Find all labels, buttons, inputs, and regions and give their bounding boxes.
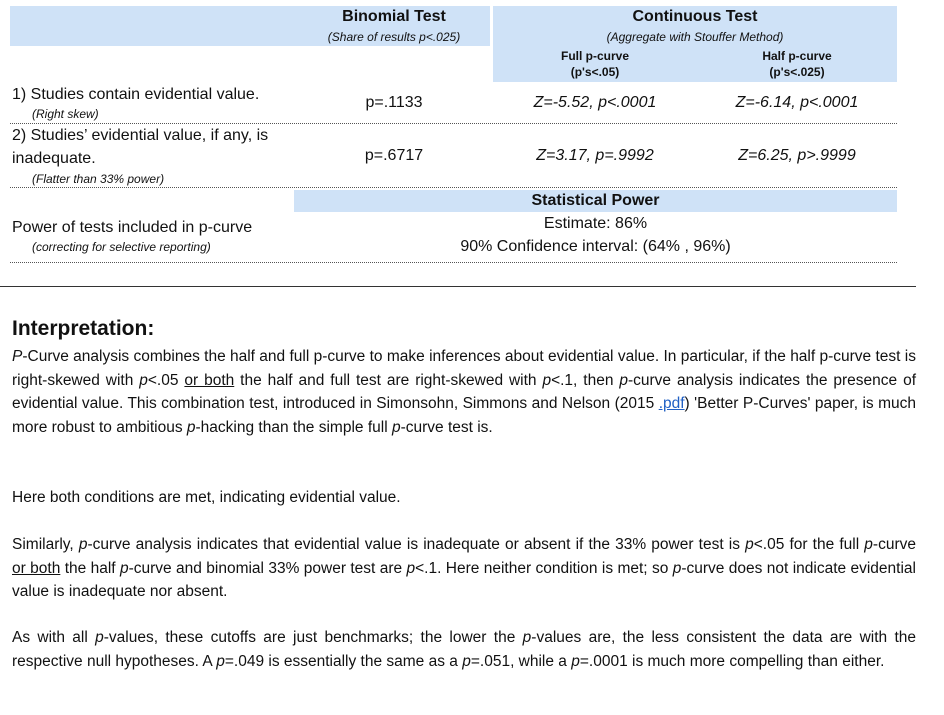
row2-divider (10, 187, 897, 188)
p3-text-n: p (672, 559, 682, 577)
section-separator (0, 286, 916, 287)
p3-text-c: -curve analysis indicates that evidential value is inadequate or absent if the 33% power test is (87, 536, 746, 553)
p3-text-k: -curve and binomial 33% power test are (128, 559, 407, 577)
p3-text-a: Similarly, (12, 536, 79, 553)
binomial-title: Binomial Test (342, 8, 446, 25)
p4-text-c: -values, these cutoffs are just benchmarks; the lower the (103, 629, 523, 646)
p3-text-l: p (406, 559, 416, 577)
p1-text-f: p (542, 371, 552, 389)
full-pcurve-header (493, 48, 697, 80)
half-pcurve-header (697, 48, 897, 80)
p1-text-h: p (619, 371, 628, 389)
p4-text-d: p (522, 629, 532, 646)
power-divider (10, 262, 897, 263)
p3-or-both: or both (12, 559, 61, 577)
p3-text-b: p (78, 536, 88, 553)
full-pcurve-header-line1: Full p-curve (560, 49, 629, 63)
row2-full: Z=3.17, p=.9992 (536, 147, 654, 164)
row1-divider (10, 123, 897, 124)
p3-text-o: -curve does not indicate evidential value is inadequate nor absent. (12, 559, 916, 600)
pdf-link[interactable]: .pdf (658, 395, 685, 412)
p4-text-e: -values are, the less consistent the data are with the respective null hypotheses. A (12, 629, 917, 670)
row2-binomial: p=.6717 (364, 147, 424, 164)
p1-text-c: <.05 (147, 371, 185, 389)
p1-text-k: p (186, 418, 196, 436)
p3-text-d: p (745, 536, 754, 553)
p3-text-j: p (119, 559, 129, 577)
p1-text-i: -curve analysis indicates the presence of evidential value. This combination test, introduced in Simonsohn, Simmons and Nelson (2015 (12, 371, 916, 412)
binomial-subtitle: (Share of results p<.025) (327, 30, 461, 44)
power-header: Statistical Power (531, 192, 660, 209)
power-note: (correcting for selective reporting) (32, 240, 211, 254)
continuous-title: Continuous Test (632, 8, 758, 25)
interpretation-paragraph-4 (12, 626, 916, 673)
row2-label-line1: 2) Studies’ evidential value, if any, is (12, 127, 269, 144)
interpretation-paragraph-1 (12, 345, 916, 439)
row2-label-line2: inadequate. (12, 150, 96, 167)
p4-text-h: p (462, 652, 471, 670)
interpretation-paragraph-3 (12, 533, 916, 604)
p1-text-g: <.1, then (551, 371, 620, 389)
p3-text-m: <.1. Here neither condition is met; so (415, 559, 673, 577)
p4-text-k: =.0001 is much more compelling than either. (579, 652, 885, 670)
p1-lead: P (12, 348, 23, 365)
row1-full: Z=-5.52, p<.0001 (533, 94, 657, 111)
p1-text-n: -curve test is. (400, 418, 493, 436)
half-pcurve-header-line2: (p's<.025) (769, 65, 825, 79)
full-pcurve-header-line2: (p's<.05) (570, 65, 620, 79)
p1-text-a: -Curve analysis combines the half and full p-curve to make inferences about evidential value. In particular, if the half p-curve test is right-skewed with (12, 348, 916, 389)
p4-text-i: =.051, while a (470, 652, 572, 670)
row1-binomial: p=.1133 (365, 94, 423, 111)
row2-note: (Flatter than 33% power) (32, 172, 165, 186)
interpretation-title: Interpretation: (12, 317, 155, 340)
row1-label: 1) Studies contain evidential value. (12, 86, 260, 103)
p4-text-g: =.049 is essentially the same as a (224, 652, 463, 670)
power-label: Power of tests included in p-curve (12, 219, 253, 236)
p1-text-b: p (139, 371, 148, 389)
power-estimate: Estimate: 86% (543, 215, 648, 232)
row1-note: (Right skew) (32, 107, 99, 121)
row1-half: Z=-6.14, p<.0001 (735, 94, 859, 111)
p4-text-f: p (216, 652, 225, 670)
continuous-subtitle: (Aggregate with Stouffer Method) (606, 30, 784, 44)
p1-or-both: or both (184, 371, 235, 389)
p1-text-l: -hacking than the simple full (195, 418, 392, 436)
p4-text-j: p (571, 652, 580, 670)
p3-text-g: -curve (872, 536, 916, 553)
interpretation-paragraph-2: Here both conditions are met, indicating evidential value. (12, 489, 401, 506)
p4-text-b: p (95, 629, 104, 646)
p1-text-e: the half and full test are right-skewed with (234, 371, 543, 389)
p3-text-e: <.05 for the full (753, 536, 865, 553)
p1-text-j: ) 'Better P-Curves' paper, is much more robust to ambitious (12, 395, 916, 436)
p3-text-i: the half (60, 559, 120, 577)
p3-text-f: p (864, 536, 873, 553)
p1-text-m: p (391, 418, 401, 436)
p4-text-a: As with all (12, 629, 96, 646)
power-ci: 90% Confidence interval: (64% , 96%) (460, 238, 731, 255)
row2-half: Z=6.25, p>.9999 (738, 147, 856, 164)
half-pcurve-header-line1: Half p-curve (762, 49, 832, 63)
